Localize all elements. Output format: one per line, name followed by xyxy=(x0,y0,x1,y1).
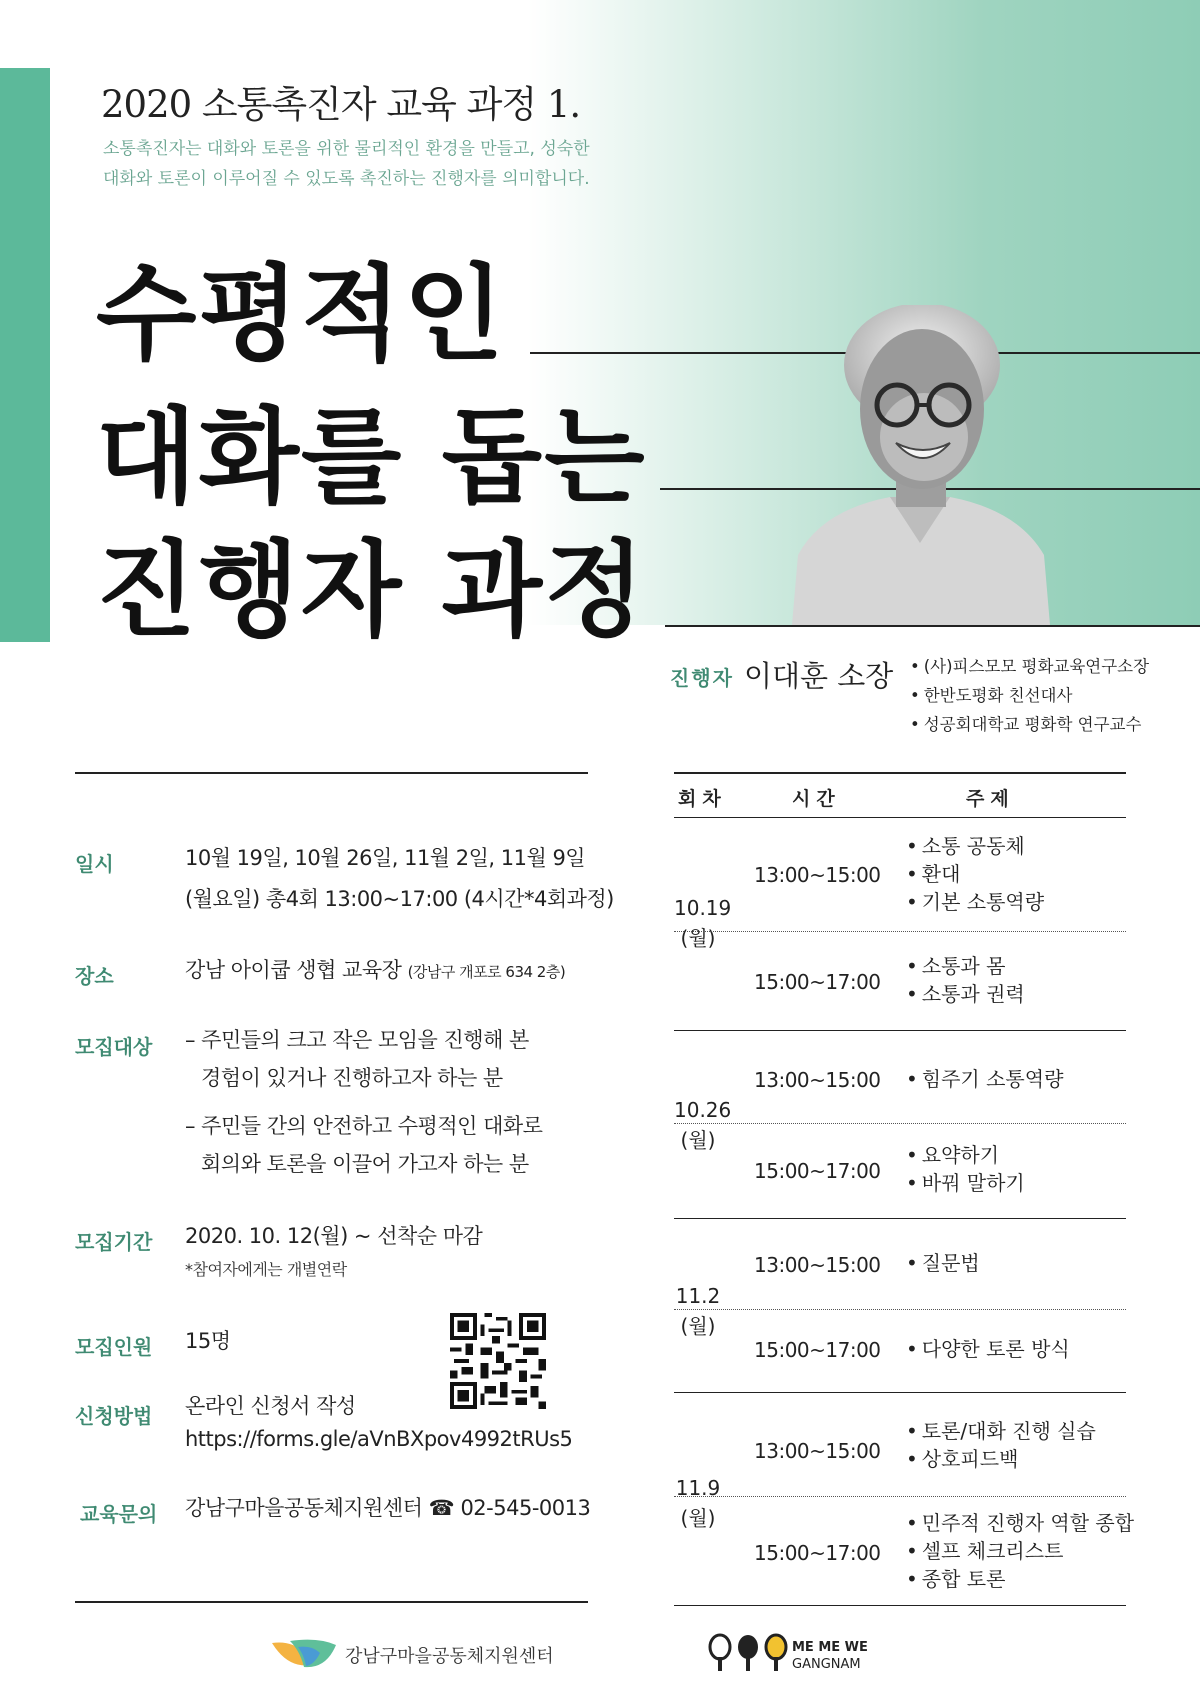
contact-label: 교육문의 xyxy=(80,1502,158,1526)
facilitator-label: 진행자 xyxy=(670,666,734,690)
topic-item: • 바꿔 말하기 xyxy=(906,1169,1025,1197)
time-slot xyxy=(674,1309,1126,1391)
header-topic: 주제 xyxy=(966,788,1015,810)
session-block xyxy=(674,1392,1135,1606)
topic-item: • 셀프 체크리스트 xyxy=(906,1537,1134,1565)
topic-item: • 민주적 진행자 역할 종합 xyxy=(906,1509,1134,1537)
schedule-table xyxy=(674,772,1135,1606)
date-text: 11.2 xyxy=(675,1284,721,1308)
topic-item: • 소통과 권력 xyxy=(906,980,1025,1008)
time-slot xyxy=(674,818,1126,931)
slot-topics xyxy=(906,1509,1134,1593)
apply-text: 온라인 신청서 작성 xyxy=(185,1394,356,1418)
time-slot xyxy=(674,1393,1126,1496)
bio-item: • (사)피스모모 평화교육연구소장 xyxy=(910,652,1149,681)
topic-item: • 힘주기 소통역량 xyxy=(906,1065,1063,1093)
day-text: (월) xyxy=(680,1506,716,1530)
topic-item: • 종합 토론 xyxy=(906,1565,1134,1593)
session-block xyxy=(674,1218,1126,1392)
slot-topics xyxy=(906,1065,1063,1093)
topic-item: • 환대 xyxy=(906,860,1044,888)
info-top-rule xyxy=(75,772,588,774)
slot-time: 13:00~15:00 xyxy=(754,1253,881,1277)
topic-item: • 소통과 몸 xyxy=(906,952,1025,980)
day-text: (월) xyxy=(680,1314,716,1338)
place-address: (강남구 개포로 634 2층) xyxy=(407,963,566,981)
description-line: 소통촉진자는 대화와 토론을 위한 물리적인 환경을 만들고, 성숙한 xyxy=(103,139,590,159)
topic-item: • 상호피드백 xyxy=(906,1445,1096,1473)
title-rule xyxy=(665,625,1200,627)
date-line: 10월 19일, 10월 26일, 11월 2일, 11월 9일 xyxy=(185,846,586,870)
slot-time: 15:00~17:00 xyxy=(754,1159,881,1183)
slot-time: 13:00~15:00 xyxy=(754,1439,881,1463)
topic-item: • 기본 소통역량 xyxy=(906,888,1044,916)
slot-time: 13:00~15:00 xyxy=(754,1068,881,1092)
date-label: 일시 xyxy=(75,852,114,876)
qr-code[interactable] xyxy=(450,1313,546,1409)
facilitator-name: 이대훈 소장 xyxy=(744,659,894,693)
contact-value: 강남구마을공동체지원센터 ☎ 02-545-0013 xyxy=(185,1496,591,1520)
gangnam-text: GANGNAM xyxy=(792,1657,861,1672)
memewe-text: ME ME WE xyxy=(792,1640,868,1655)
description-line: 대화와 토론이 이루어질 수 있도록 촉진하는 진행자를 의미합니다. xyxy=(103,169,590,189)
time-slot xyxy=(674,1123,1126,1217)
target-label: 모집대상 xyxy=(75,1035,153,1059)
day-text: (월) xyxy=(680,926,716,950)
main-title-line-1: 수평적인 xyxy=(96,252,506,375)
header-time: 시간 xyxy=(792,788,841,810)
session-block xyxy=(674,1030,1126,1218)
target-line: – 주민들의 크고 작은 모임을 진행해 본 xyxy=(185,1028,529,1052)
topic-item: • 요약하기 xyxy=(906,1141,1025,1169)
day-text: (월) xyxy=(680,1128,716,1152)
community-center-name: 강남구마을공동체지원센터 xyxy=(345,1646,554,1667)
topic-item: • 질문법 xyxy=(906,1249,980,1277)
count-value: 15명 xyxy=(185,1329,231,1353)
slot-topics xyxy=(906,952,1025,1008)
slot-topics xyxy=(906,1335,1070,1363)
slot-topics xyxy=(906,1249,980,1277)
header-session: 회차 xyxy=(678,788,727,810)
bio-item: • 한반도평화 친선대사 xyxy=(910,681,1149,710)
main-title-line-2: 대화를 돕는 xyxy=(96,395,647,518)
slot-time: 15:00~17:00 xyxy=(754,1338,881,1362)
info-bottom-rule xyxy=(75,1601,588,1603)
time-slot xyxy=(674,931,1126,1029)
course-title: 2020 소통촉진자 교육 과정 1. xyxy=(101,83,581,126)
period-label: 모집기간 xyxy=(75,1230,153,1254)
course-description xyxy=(103,134,663,194)
date-text: 11.9 xyxy=(675,1476,721,1500)
count-label: 모집인원 xyxy=(75,1335,153,1359)
date-text: 10.26 xyxy=(674,1098,732,1122)
date-line: (월요일) 총4회 13:00~17:00 (4시간*4회과정) xyxy=(185,887,614,911)
apply-link[interactable]: https://forms.gle/aVnBXpov4992tRUs5 xyxy=(185,1427,573,1451)
place-value xyxy=(185,950,565,993)
period-note: *참여자에게는 개별연락 xyxy=(185,1260,347,1279)
period-text: 2020. 10. 12(월) ~ 선착순 마감 xyxy=(185,1224,483,1248)
target-value xyxy=(185,1021,542,1183)
bio-item: • 성공회대학교 평화학 연구교수 xyxy=(910,710,1149,739)
community-center-logo xyxy=(270,1635,340,1671)
slot-time: 13:00~15:00 xyxy=(754,863,881,887)
apply-label: 신청방법 xyxy=(75,1404,153,1428)
place-name: 강남 아이쿱 생협 교육장 xyxy=(185,958,402,982)
slot-topics xyxy=(906,1417,1096,1473)
slot-time: 15:00~17:00 xyxy=(754,970,881,994)
place-label: 장소 xyxy=(75,964,114,988)
target-line: 경험이 있거나 진행하고자 하는 분 xyxy=(201,1066,503,1090)
main-title-line-3: 진행자 과정 xyxy=(96,528,647,651)
time-slot xyxy=(674,1219,1126,1309)
target-line: – 주민들 간의 안전하고 수평적인 대화로 xyxy=(185,1114,543,1138)
topic-item: • 다양한 토론 방식 xyxy=(906,1335,1070,1363)
topic-item: • 소통 공동체 xyxy=(906,832,1044,860)
time-slot xyxy=(674,1496,1135,1604)
time-slot xyxy=(674,1031,1126,1123)
slot-topics xyxy=(906,832,1044,916)
session-block xyxy=(674,817,1126,1030)
date-value xyxy=(185,838,614,920)
slot-topics xyxy=(906,1141,1025,1197)
facilitator-bio xyxy=(910,652,1149,739)
date-text: 10.19 xyxy=(674,896,732,920)
target-line: 회의와 토론을 이끌어 가고자 하는 분 xyxy=(201,1152,529,1176)
table-header xyxy=(674,772,1126,817)
slot-time: 15:00~17:00 xyxy=(754,1541,881,1565)
memewe-gangnam-logo xyxy=(708,1633,868,1673)
period-value xyxy=(185,1216,482,1283)
topic-item: • 토론/대화 진행 실습 xyxy=(906,1417,1096,1445)
accent-bar xyxy=(0,68,50,642)
facilitator-photo xyxy=(792,305,1050,625)
